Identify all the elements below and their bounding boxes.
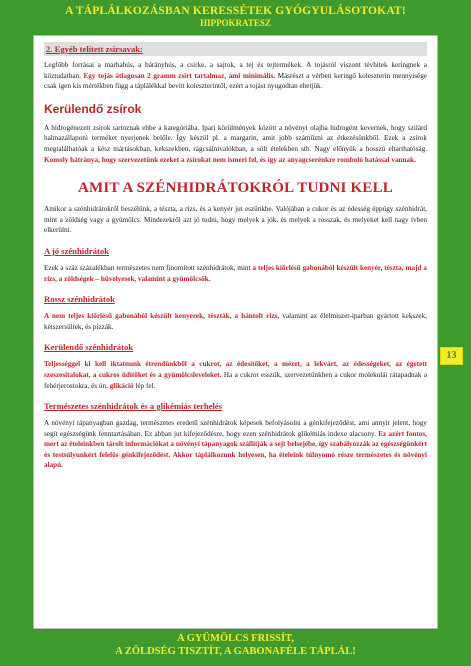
header-slogan: A TÁPLÁLKOZÁSBAN KERESSÉTEK GYÓGYULÁSOTOKAT! [65, 5, 406, 17]
highlight-span: Egy tojás átlagosan 2 gramm zsírt tartalmaz, ami minimális. [83, 71, 276, 80]
good-carbs-paragraph [44, 263, 427, 284]
highlight-span: Teljességgel ki kell iktatnunk étrendünkből a cukrot, az édesítőket, a mézet, a lekvárt, az édességeket, az égetett szeszesitalokat, a cukros üdítőket és a gyümölcsleveleket. [44, 360, 427, 379]
carbs-intro-paragraph: Amikor a szénhidrátokról beszélünk, a tészta, a rizs, és a kenyér jut eszünkbe. Valójában a cukor és az édesség éppúgy szénhidrát, mint a zöldség vagy a gyümölcs. Mindezekről azt jó tudni, hogy melyek a jók, és melyek a rosszak, és melyeket kell nagy ívben elkerülni. [44, 205, 427, 235]
highlight-span: Ez azért fontos, mert az ételeinkben tárolt információkat a növényi tápanyagok szállítják a sejt belsejébe, így szabályozzák az egészségünkért és testsúlyunkért felelős génkifejeződést. Akkor táplálkozunk helyesen, ha ételeink túlnyomó része természetes és növényi alapú. [44, 429, 427, 470]
text-span: Legfőbb forrásai a marhahús, a bárányhús, a csirke, a sajtok, a tej és tejtermékek. A tojásról viszont tévhitek keringnek a köztudatban. [44, 61, 427, 80]
top-banner [0, 0, 471, 35]
page-number: 13 [440, 347, 463, 365]
footer-line-2: A ZÖLDSÉG TISZTÍT, A GABONAFÉLE TÁPLÁL! [115, 646, 356, 657]
text-span: Ezek a száz százalékban természetes nem finomított szénhidrátok, mint [44, 263, 253, 272]
good-carbs-title: A jó szénhidrátok [44, 245, 109, 256]
saturated-fat-paragraph [44, 60, 427, 92]
bottom-banner [0, 632, 471, 666]
text-span: A növényi tápanyagban gazdag, természetes eredetű szénhidrátok képesek befolyásolni a génkifejeződést, ami annyit jelent, hogy segít egészségünk fenntartásában. Ez abban jut kifejeződésre, hogy ezen szénhidrátok glikémiás indexe alacsony. [44, 419, 427, 438]
natural-carbs-title: Természetes szénhidrátok és a glikémiás terhelés [44, 401, 222, 412]
avoid-fats-paragraph [44, 123, 427, 165]
carbs-main-heading: AMIT A SZÉNHIDRÁTOKRÓL TUDNI KELL [77, 180, 394, 197]
highlight-span: A nem teljes kiőrlésű gabonából készült kenyerek, tészták, a hántolt rizs, [44, 312, 280, 321]
highlight-span: Komoly hátránya, hogy szervezetünk ezeket a zsírokat nem ismeri fel, és így az anyagcserénkre romboló hatással vannak. [44, 155, 416, 164]
header-author: HIPPOKRATESZ [200, 18, 271, 28]
text-span: lép fel. [133, 381, 156, 390]
natural-carbs-paragraph [44, 418, 427, 471]
avoid-carbs-title: Kerülendő szénhidrátok [44, 342, 134, 353]
avoid-carbs-paragraph [44, 359, 427, 391]
text-span: A hidrogénezett zsírok tartoznak ebbe a kategóriába. Ipari körülmények között a növényi olajba hidrogént kevernek, hogy szilárd halmazállapotú terméket nyerjenek belőle. Így készül pl. a margarin, amit jobb száműzni az étkezésünkből. Ezek a zsírok megtalálhatóak a kész mártásokban, kekszekben, rágcsálnivalókban, a sült ételekben stb. Nagy előnyük a hosszú eltarthatóság. [44, 123, 427, 153]
highlight-span: a teljes kiőrlésű gabonából készült kenyér, tészta, majd a rizs, a zöldségek – hüvelyesek, valamint a gyümölcsök. [44, 263, 427, 283]
text-span: Ha a cukrot esszük, szervezetünkben a cukor molekulái rátapadnak a fehérjerostokra, és ún. [44, 370, 428, 390]
bad-carbs-title: Rossz szénhidrátok [44, 294, 115, 305]
saturated-fat-title: 2. Egyéb telített zsírsavak: [46, 44, 143, 54]
text-span: Másrészt a vérben keringő koleszterin mennyisége csak igen kis mértékben függ a táplálékkal bevitt koleszterintől, ezért a tojást nyugodtan ehetjük. [44, 71, 427, 91]
bad-carbs-paragraph [44, 311, 427, 332]
content-page [33, 35, 438, 629]
avoid-fats-heading: Kerülendő zsírok [44, 101, 142, 116]
footer-line-1: A GYÜMÖLCS FRISSÍT, [177, 633, 294, 644]
text-span: valamint az élelmiszer-iparban gyártott kekszek, kétszersültek, és pizzák. [44, 312, 428, 331]
highlight-span: glikáció [109, 381, 134, 390]
saturated-fat-title-box [44, 42, 427, 56]
